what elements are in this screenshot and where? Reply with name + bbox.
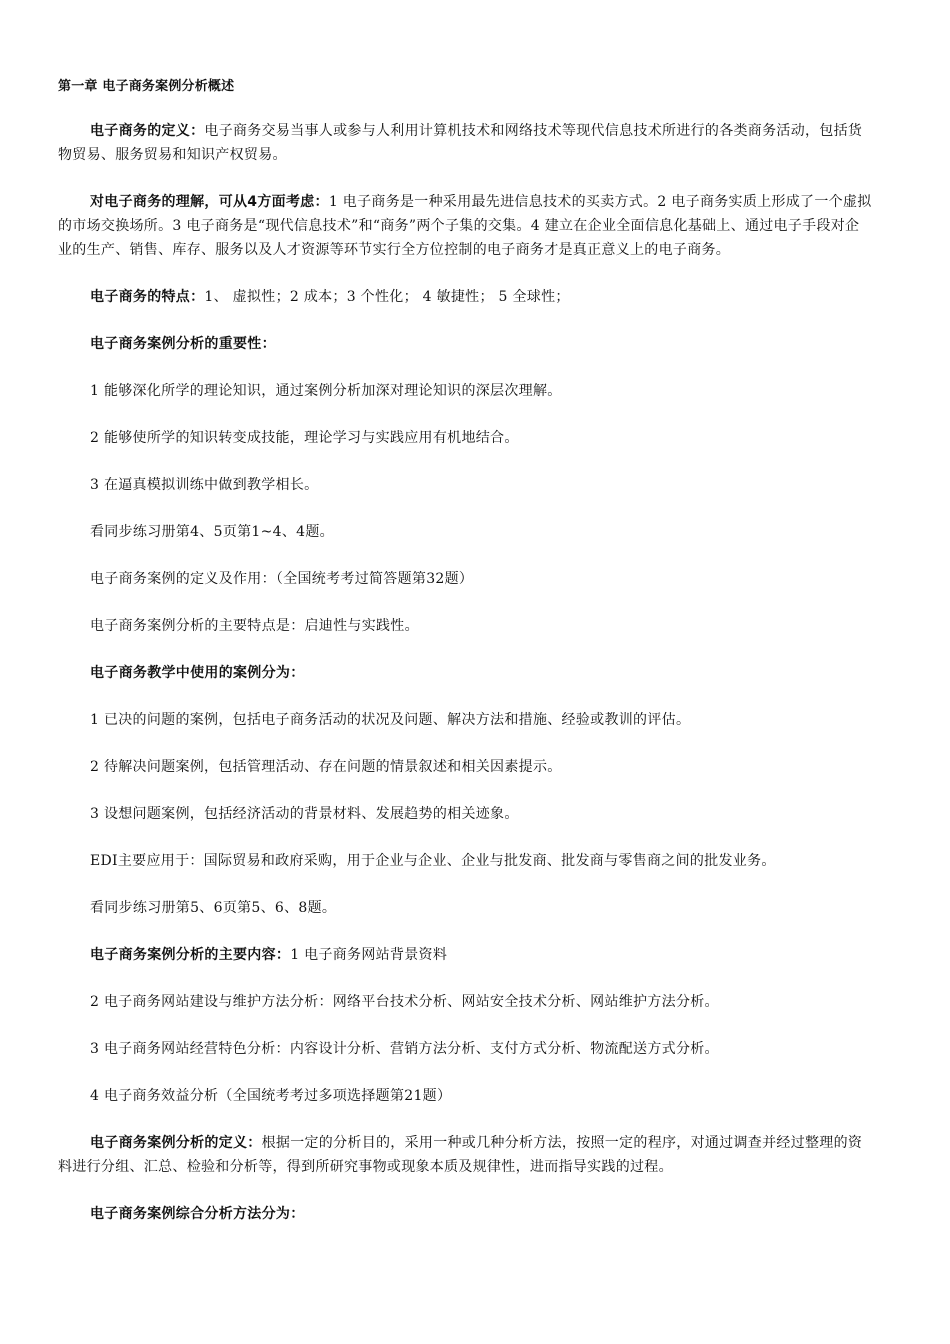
main-content-item: 2 电子商务网站建设与维护方法分析：网络平台技术分析、网站安全技术分析、网站维护方法分析。	[90, 994, 719, 1010]
main-content-label: 电子商务案例分析的主要内容：	[90, 947, 291, 963]
importance-item: 1 能够深化所学的理论知识，通过案例分析加深对理论知识的深层次理解。	[90, 383, 562, 399]
edi-line: EDI主要应用于：国际贸易和政府采购，用于企业与企业、企业与批发商、批发商与零售商之间的批发业务。	[90, 853, 776, 869]
chapter-title: 第一章 电子商务案例分析概述	[58, 79, 235, 94]
exercise-note-2: 看同步练习册第5、6页第5、6、8题。	[90, 900, 337, 916]
analysis-definition-paragraph	[58, 1131, 872, 1179]
main-content-item: 3 电子商务网站经营特色分析：内容设计分析、营销方法分析、支付方式分析、物流配送方式分析。	[90, 1041, 719, 1057]
main-content-item: 4 电子商务效益分析（全国统考考过多项选择题第21题）	[90, 1088, 452, 1104]
case-definition-line: 电子商务案例的定义及作用：（全国统考考过简答题第32题）	[90, 571, 474, 587]
teaching-case-item: 3 设想问题案例，包括经济活动的背景材料、发展趋势的相关迹象。	[90, 806, 519, 822]
importance-item: 3 在逼真模拟训练中做到教学相长。	[90, 477, 319, 493]
understanding-paragraph	[58, 190, 872, 262]
teaching-case-item: 1 已决的问题的案例，包括电子商务活动的状况及问题、解决方法和措施、经验或教训的评估。	[90, 712, 691, 728]
features-label: 电子商务的特点：	[90, 289, 205, 305]
methods-heading: 电子商务案例综合分析方法分为：	[90, 1206, 305, 1222]
case-characteristics-line: 电子商务案例分析的主要特点是：启迪性与实践性。	[90, 618, 419, 634]
features-text: 1、 虚拟性；2 成本；3 个性化； 4 敏捷性； 5 全球性；	[204, 289, 570, 305]
analysis-definition-text: 根据一定的分析目的，采用一种或几种分析方法，按照一定的程序，对通过调查并经过整理的资料进行分组、汇总、检验和分析等，得到所研究事物或现象本质及规律性，进而指导实践的过程。	[58, 1135, 863, 1175]
exercise-note: 看同步练习册第4、5页第1~4、4题。	[90, 524, 334, 540]
understanding-label: 对电子商务的理解，可从4方面考虑：	[90, 194, 329, 210]
analysis-definition-label: 电子商务案例分析的定义：	[90, 1135, 262, 1151]
definition-paragraph	[58, 119, 872, 167]
understanding-text: 1 电子商务是一种采用最先进信息技术的买卖方式。2 电子商务实质上形成了一个虚拟的市场交换场所。3 电子商务是“现代信息技术”和“商务”两个子集的交集。4 建立在企业全面信息化基础上、通过电子手段对企业的生产、销售、库存、服务以及人才资源等环节实行全方位控制的电子商务才是真正意义上的电子商务。	[58, 194, 872, 258]
importance-heading: 电子商务案例分析的重要性：	[90, 336, 276, 352]
definition-text: 电子商务交易当事人或参与人利用计算机技术和网络技术等现代信息技术所进行的各类商务活动，包括货物贸易、服务贸易和知识产权贸易。	[58, 123, 863, 163]
features-paragraph	[58, 285, 872, 309]
definition-label: 电子商务的定义：	[90, 123, 205, 139]
teaching-cases-heading: 电子商务教学中使用的案例分为：	[90, 665, 305, 681]
main-content-first: 1 电子商务网站背景资料	[290, 947, 448, 963]
importance-item: 2 能够使所学的知识转变成技能，理论学习与实践应用有机地结合。	[90, 430, 519, 446]
main-content-paragraph	[58, 943, 872, 967]
teaching-case-item: 2 待解决问题案例，包括管理活动、存在问题的情景叙述和相关因素提示。	[90, 759, 562, 775]
